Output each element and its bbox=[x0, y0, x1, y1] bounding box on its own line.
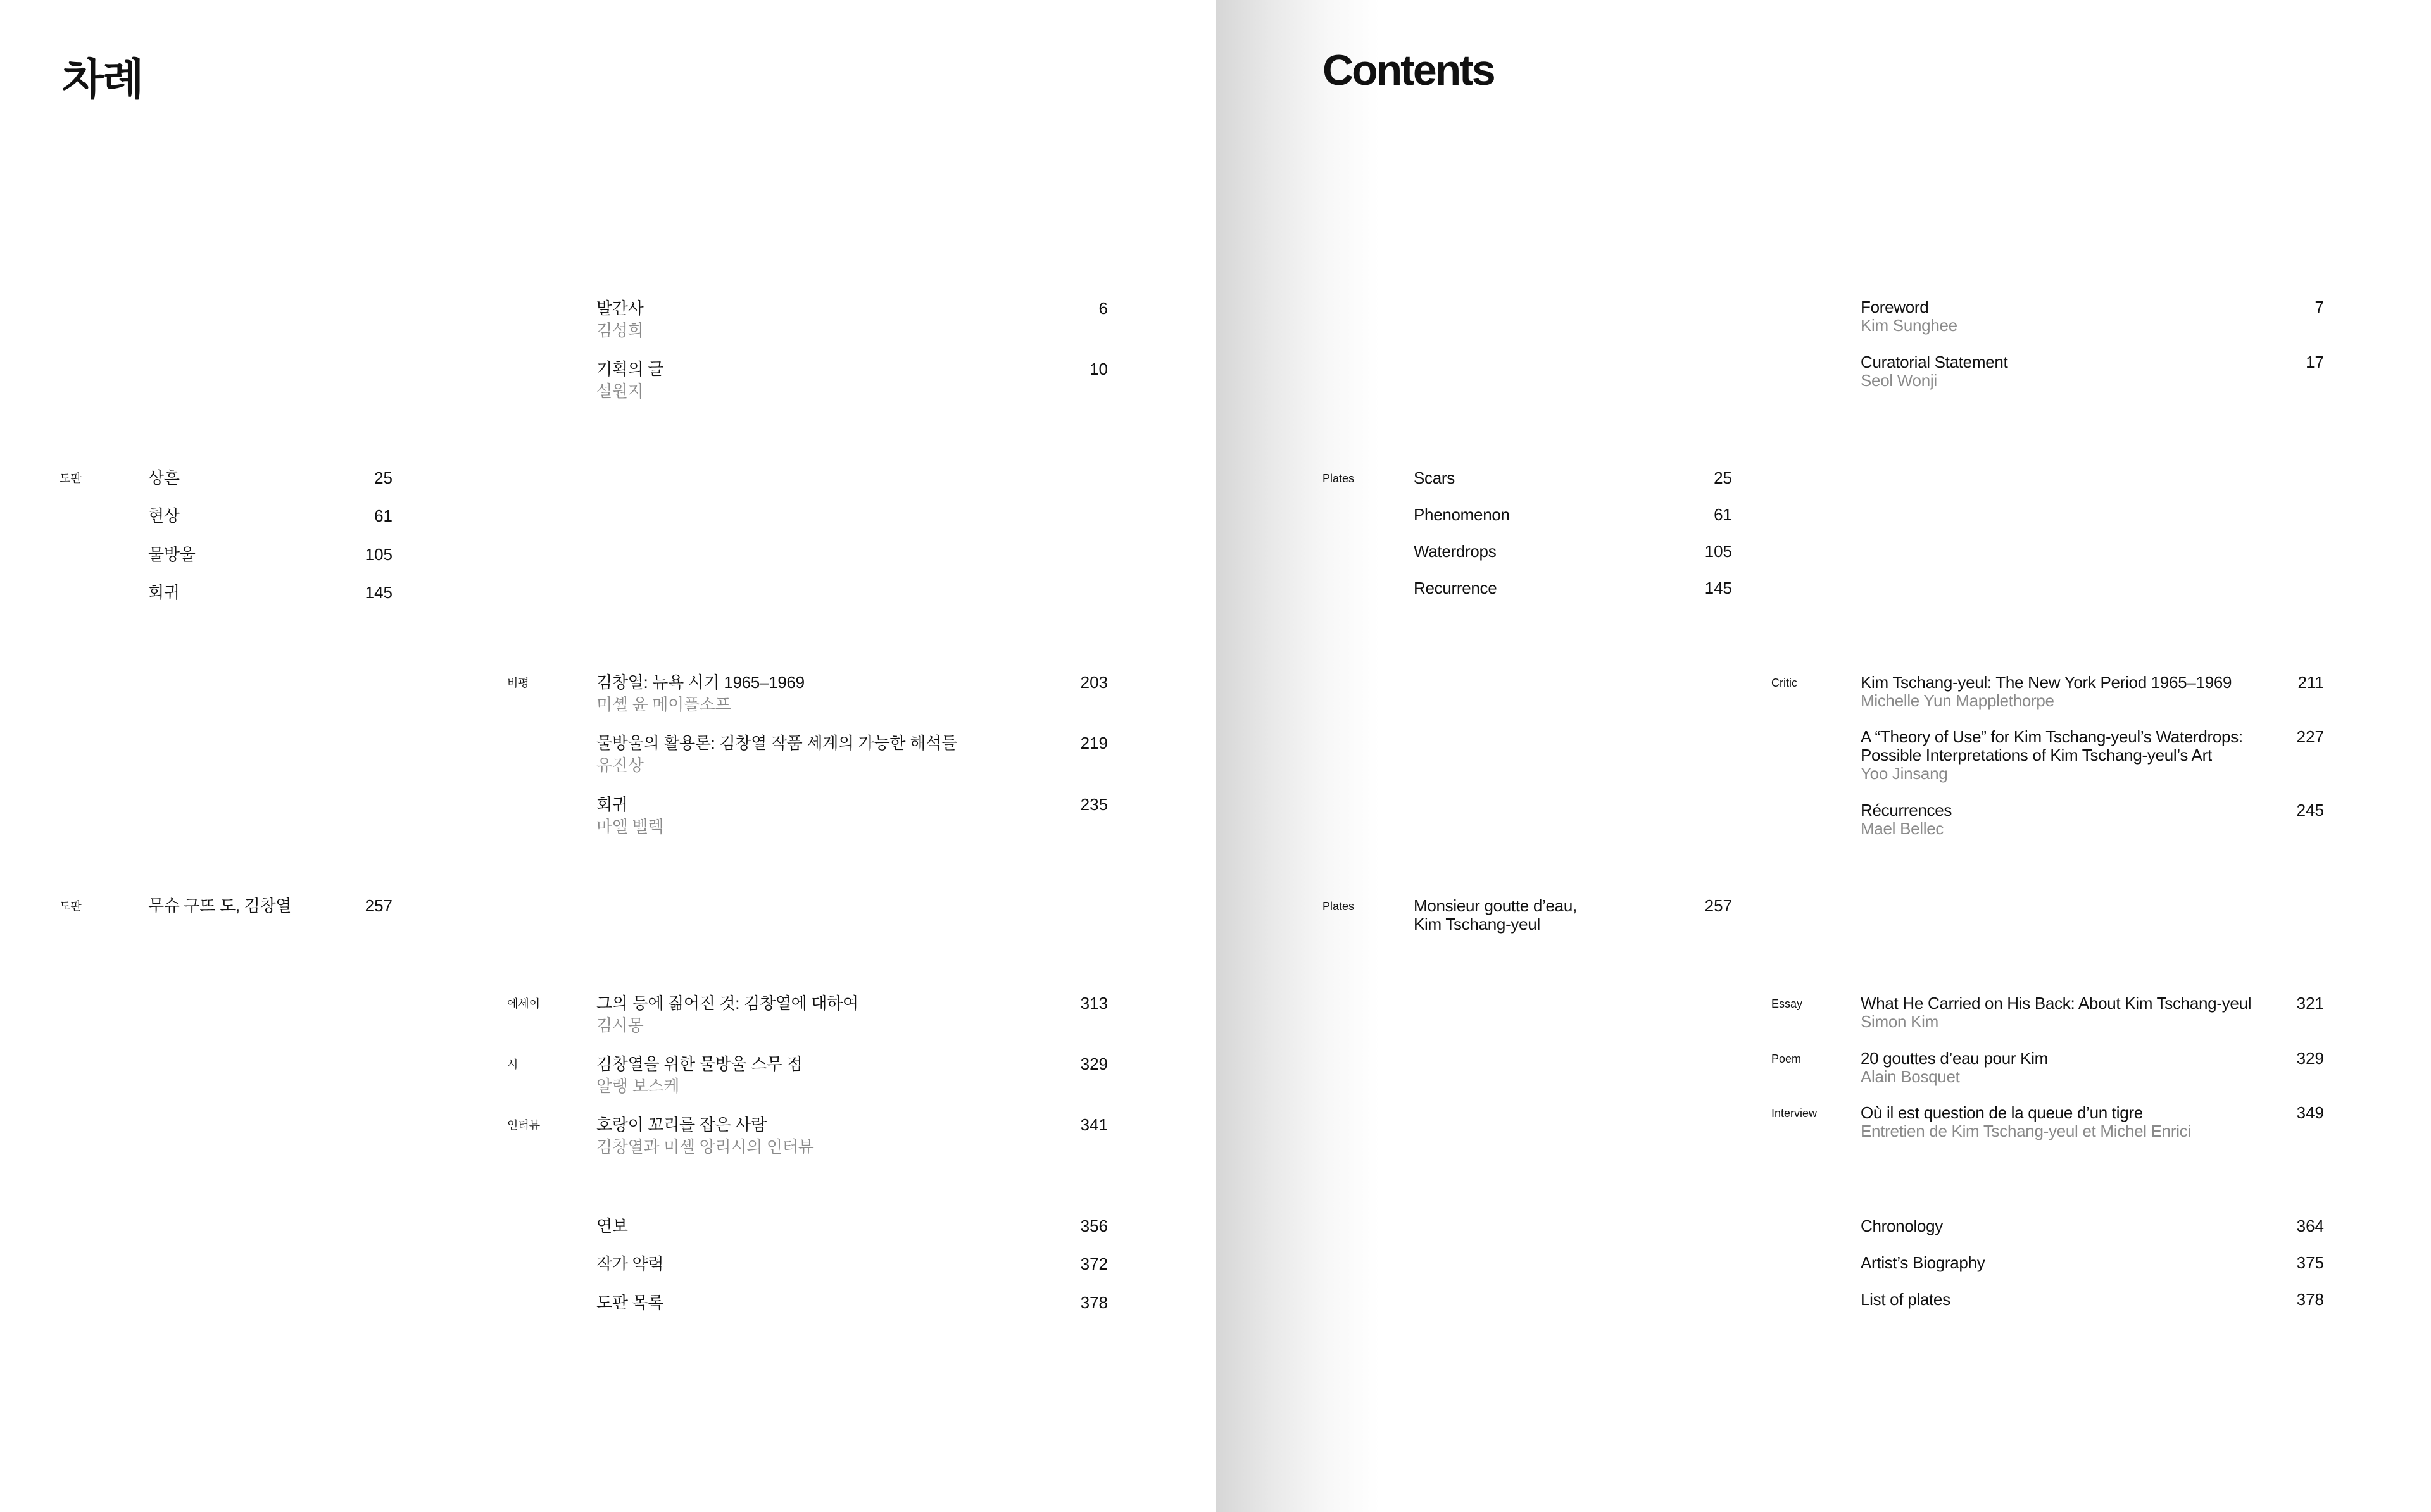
toc-page-number: 378 bbox=[1080, 1293, 1108, 1312]
toc-entry-title[interactable]: 연보 bbox=[596, 1216, 628, 1235]
toc-entry-title[interactable]: 회귀 bbox=[148, 583, 180, 602]
section-label: 인터뷰 bbox=[507, 1119, 541, 1132]
section-label: Plates bbox=[1322, 472, 1355, 485]
toc-page-number: 341 bbox=[1080, 1115, 1108, 1134]
toc-entry-title[interactable]: List of plates bbox=[1861, 1290, 1950, 1309]
toc-entry-title[interactable]: 김창열: 뉴욕 시기 1965–1969 bbox=[596, 673, 805, 692]
section-label: 에세이 bbox=[507, 997, 541, 1010]
section-label: 도판 bbox=[60, 472, 82, 485]
toc-entry-title[interactable]: 그의 등에 짊어진 것: 김창열에 대하여 bbox=[596, 994, 858, 1013]
toc-entry-title[interactable]: 호랑이 꼬리를 잡은 사람 bbox=[596, 1115, 767, 1134]
page-title: Contents bbox=[1322, 46, 1494, 94]
toc-entry-author: Entretien de Kim Tschang-yeul et Michel Enrici bbox=[1861, 1122, 2191, 1140]
toc-entry-title[interactable]: Artist’s Biography bbox=[1861, 1253, 1985, 1272]
toc-entry-author: Simon Kim bbox=[1861, 1012, 1938, 1031]
toc-page-number: 6 bbox=[1098, 299, 1108, 318]
toc-entry-title[interactable]: Monsieur goutte d’eau, bbox=[1414, 896, 1577, 915]
toc-entry-author: Seol Wonji bbox=[1861, 371, 1937, 390]
toc-page-number: 145 bbox=[365, 583, 393, 602]
toc-entry-author: Kim Sunghee bbox=[1861, 316, 1957, 335]
toc-page-number: 219 bbox=[1080, 734, 1108, 753]
toc-page-number: 10 bbox=[1090, 359, 1108, 378]
toc-page-number: 203 bbox=[1080, 673, 1108, 692]
toc-entry-title[interactable]: Récurrences bbox=[1861, 801, 1952, 820]
toc-page-number: 257 bbox=[365, 896, 393, 915]
section-label: Essay bbox=[1771, 997, 1803, 1010]
toc-entry-title[interactable]: Scars bbox=[1414, 468, 1455, 487]
toc-page-number: 7 bbox=[2315, 297, 2324, 316]
toc-entry-author: 미셸 윤 메이플소프 bbox=[596, 695, 731, 714]
toc-entry-title[interactable]: A “Theory of Use” for Kim Tschang-yeul’s Waterdrops: bbox=[1861, 727, 2243, 746]
toc-entry-title[interactable]: 물방울의 활용론: 김창열 작품 세계의 가능한 해석들 bbox=[596, 734, 957, 753]
toc-page-number: 356 bbox=[1080, 1216, 1108, 1235]
toc-entry-title[interactable]: 상흔 bbox=[148, 468, 180, 487]
toc-entry-title[interactable]: 기획의 글 bbox=[596, 359, 664, 378]
toc-page-number: 349 bbox=[2296, 1103, 2324, 1122]
toc-entry-author: 김창열과 미셸 앙리시의 인터뷰 bbox=[596, 1137, 814, 1156]
toc-entry-title[interactable]: 작가 약력 bbox=[596, 1254, 664, 1273]
toc-entry-author: 유진상 bbox=[596, 756, 644, 775]
toc-page-number: 313 bbox=[1080, 994, 1108, 1013]
section-label: 비평 bbox=[507, 677, 529, 689]
toc-entry-title[interactable]: 도판 목록 bbox=[596, 1293, 664, 1312]
toc-entry-title[interactable]: 무슈 구뜨 도, 김창열 bbox=[148, 896, 292, 915]
toc-entry-title[interactable]: 물방울 bbox=[148, 545, 196, 564]
toc-entry-title[interactable]: 현상 bbox=[148, 506, 180, 525]
toc-page-number: 257 bbox=[1704, 896, 1732, 915]
toc-page-number: 235 bbox=[1080, 795, 1108, 814]
section-label: Plates bbox=[1322, 900, 1355, 913]
toc-page-number: 211 bbox=[2297, 673, 2324, 692]
toc-page-number: 145 bbox=[1704, 578, 1732, 597]
toc-entry-title[interactable]: 김창열을 위한 물방울 스무 점 bbox=[596, 1054, 803, 1073]
section-label: 시 bbox=[507, 1058, 518, 1071]
section-label: Interview bbox=[1771, 1107, 1818, 1120]
toc-entry-title[interactable]: Waterdrops bbox=[1414, 542, 1497, 561]
section-label: Critic bbox=[1771, 677, 1797, 689]
section-label: 도판 bbox=[60, 900, 82, 913]
toc-entry-author: Alain Bosquet bbox=[1861, 1067, 1960, 1086]
toc-entry-title[interactable]: Recurrence bbox=[1414, 578, 1497, 597]
toc-page-number: 375 bbox=[2296, 1253, 2324, 1272]
toc-page-number: 105 bbox=[365, 545, 393, 564]
toc-entry-author: 알랭 보스케 bbox=[596, 1077, 680, 1096]
page-title: 차례 bbox=[62, 56, 143, 104]
toc-page-number: 364 bbox=[2296, 1216, 2324, 1235]
toc-entry-author: Michelle Yun Mapplethorpe bbox=[1861, 691, 2054, 710]
toc-entry-author: Mael Bellec bbox=[1861, 819, 1944, 838]
toc-page-number: 25 bbox=[1714, 468, 1732, 487]
toc-entry-title[interactable]: Chronology bbox=[1861, 1216, 1943, 1235]
english-page bbox=[1216, 0, 2431, 1512]
toc-entry-title[interactable]: 회귀 bbox=[596, 795, 628, 814]
toc-page-number: 61 bbox=[374, 506, 393, 525]
toc-page-number: 372 bbox=[1080, 1254, 1108, 1273]
toc-entry-title-continued[interactable]: Possible Interpretations of Kim Tschang-yeul’s Art bbox=[1861, 746, 2212, 765]
toc-page-number: 25 bbox=[374, 468, 393, 487]
toc-entry-author: 김시몽 bbox=[596, 1016, 644, 1035]
toc-entry-title[interactable]: 발간사 bbox=[596, 299, 644, 318]
toc-entry-author: 설원지 bbox=[596, 382, 644, 401]
toc-page-number: 105 bbox=[1704, 542, 1732, 561]
toc-entry-title[interactable]: What He Carried on His Back: About Kim Tschang-yeul bbox=[1861, 994, 2252, 1013]
toc-page-number: 17 bbox=[2306, 353, 2324, 372]
toc-page-number: 227 bbox=[2296, 727, 2324, 746]
toc-entry-author: Yoo Jinsang bbox=[1861, 764, 1948, 783]
toc-entry-title[interactable]: Foreword bbox=[1861, 297, 1929, 316]
toc-entry-author: 김성희 bbox=[596, 321, 644, 340]
toc-page-number: 378 bbox=[2296, 1290, 2324, 1309]
toc-entry-title-continued[interactable]: Kim Tschang-yeul bbox=[1414, 915, 1540, 934]
toc-page-number: 329 bbox=[2296, 1049, 2324, 1068]
toc-page-number: 329 bbox=[1080, 1054, 1108, 1073]
toc-entry-title[interactable]: 20 gouttes d’eau pour Kim bbox=[1861, 1049, 2049, 1068]
toc-entry-title[interactable]: Phenomenon bbox=[1414, 505, 1510, 524]
toc-entry-title[interactable]: Curatorial Statement bbox=[1861, 353, 2008, 372]
toc-entry-author: 마엘 벨렉 bbox=[596, 817, 664, 836]
toc-entry-title[interactable]: Où il est question de la queue d’un tigre bbox=[1861, 1103, 2143, 1122]
toc-page-number: 61 bbox=[1714, 505, 1732, 524]
toc-page-number: 245 bbox=[2296, 801, 2324, 820]
toc-entry-title[interactable]: Kim Tschang-yeul: The New York Period 1965–1969 bbox=[1861, 673, 2232, 692]
section-label: Poem bbox=[1771, 1053, 1802, 1065]
toc-page-number: 321 bbox=[2296, 994, 2324, 1013]
